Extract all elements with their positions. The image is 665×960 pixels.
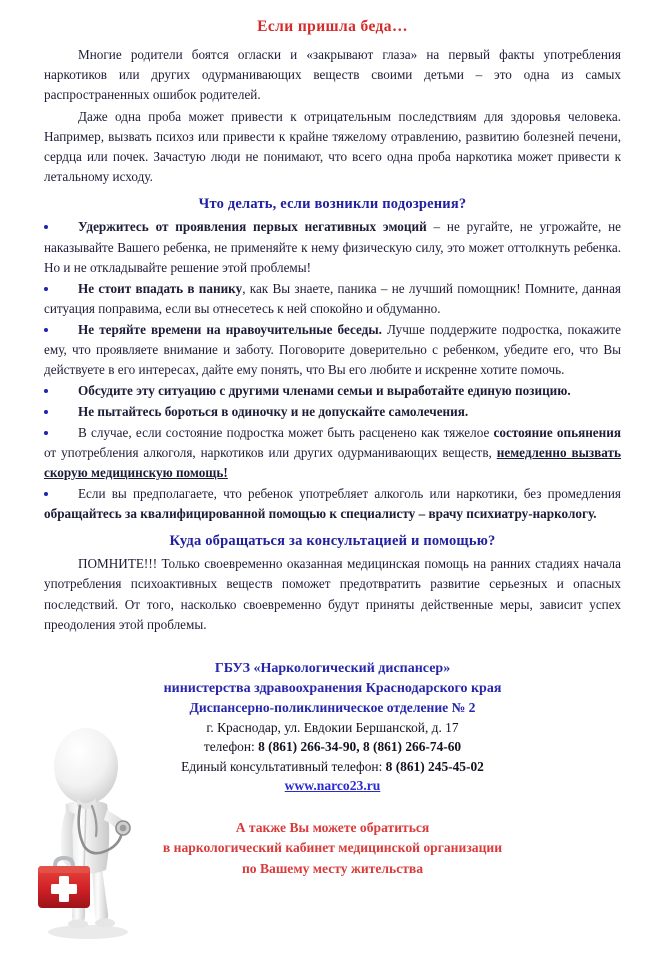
list-item: [44, 279, 621, 319]
bullet-icon: [44, 328, 48, 332]
section-heading-suspicions: Что делать, если возникли подозрения?: [198, 196, 467, 213]
intro-paragraph-2: Даже одна проба может привести к отрицательным последствиям для здоровья человека. Например, вызвать психоз или привести к крайне тяжелому отравлению, развитию болезней печени, сердца или почек. Зачастую люди не понимают, что всего одна проба наркотика может привести к летальному исходу.: [44, 109, 621, 185]
hotline-number: 8 (861) 245-45-02: [385, 758, 484, 774]
footer-contacts: [44, 659, 621, 794]
bullet-icon: [44, 287, 48, 291]
tip-lead: Обсудите эту ситуацию с другими членами семьи и выработайте единую позицию.: [78, 382, 571, 398]
tip-lead: обращайтесь за квалифицированной помощью к специалисту – врачу психиатру-наркологу.: [44, 506, 597, 522]
org-ministry: нинистерства здравоохранения Краснодарского края: [163, 680, 502, 696]
org-hotline-row: [44, 757, 621, 776]
list-item: [44, 423, 621, 483]
bullet-icon: [44, 225, 48, 229]
section-heading-where-to-apply: Куда обращаться за консультацией и помощью?: [169, 533, 496, 550]
list-item: [44, 484, 621, 524]
tip-lead: состояние опьянения: [493, 425, 621, 441]
where-paragraph: ПОМНИТЕ!!! Только своевременно оказанная медицинская помощь на ранних стадиях начала употребления психоактивных веществ поможет предотвратить развитие серьезных и опасных последствий. От того, насколько своевременно будут приняты действенные меры, зависит успех преодоления этой проблемы.: [44, 556, 621, 632]
org-name: ГБУЗ «Наркологический диспансер»: [214, 660, 451, 676]
tip-emergency-call: немедленно вызвать скорую медицинскую помощь!: [44, 445, 622, 481]
intro-paragraph-1: Многие родители боятся огласки и «закрывают глаза» на первый факты употребления наркотиков или других одурманивающих веществ своими детьми – это одна из самых распространенных ошибок родителей.: [44, 47, 621, 103]
org-address: г. Краснодар, ул. Евдокии Бершанской, д. 17: [206, 719, 459, 735]
bullet-icon: [44, 389, 48, 393]
org-phone-row: [44, 737, 621, 756]
closing-line-3: по Вашему месту жительства: [241, 860, 424, 876]
tip-rest: – не ругайте, не угрожайте, не наказывайте Вашего ребенка, не применяйте к нему физическую силу, это может оттолкнуть ребенка. Но и не откладывайте решение этой проблемы!: [44, 219, 621, 275]
website-link[interactable]: www.narco23.ru: [284, 777, 381, 793]
tip-lead: Не пытайтесь бороться в одиночку и не допускайте самолечения.: [78, 404, 469, 419]
website-row: [44, 778, 621, 794]
closing-line-1: А также Вы можете обратиться: [235, 819, 430, 835]
tip-lead: Удержитесь от проявления первых негативных эмоций: [78, 219, 427, 235]
phone-label: телефон:: [203, 739, 255, 755]
tip-rest: Лучше поддержите подростка, покажите ему, что проявляете внимание и заботу. Поговорите доверительно с ребенком, убедите его, что Вы действуете в его интересах, дайте ему понять, что Вы его любите и искренне хотите помочь.: [44, 321, 621, 377]
tip-pre: Если вы предполагаете, что ребенок употребляет алкоголь или наркотики, без промедления: [78, 486, 621, 502]
tips-list: [44, 217, 621, 524]
closing-note: [44, 818, 621, 879]
tip-mid: от употребления алкоголя, наркотиков или других одурманивающих веществ,: [44, 445, 497, 461]
tip-rest: , как Вы знаете, паника – не лучший помощник! Помните, данная ситуация поправима, если вы отнесетесь к ней спокойно и обдуманно.: [44, 280, 621, 316]
org-department: Диспансерно-поликлиническое отделение № 2: [189, 700, 476, 716]
closing-line-2: в наркологический кабинет медицинской организации: [162, 840, 503, 856]
tip-pre: В случае, если состояние подростка может быть расценено как тяжелое: [78, 425, 494, 441]
list-item: [44, 381, 621, 401]
phone-numbers: 8 (861) 266-34-90, 8 (861) 266-74-60: [258, 739, 462, 755]
list-item: [44, 217, 621, 277]
list-item: [44, 320, 621, 380]
tip-lead: Не стоит впадать в панику: [78, 280, 243, 296]
page-title: Если пришла беда…: [257, 18, 408, 35]
bullet-icon: [44, 492, 48, 496]
bullet-icon: [44, 410, 48, 414]
list-item: [44, 402, 621, 422]
hotline-label: Единый консультативный телефон:: [181, 758, 383, 774]
tip-lead: Не теряйте времени на нравоучительные беседы.: [78, 321, 382, 337]
bullet-icon: [44, 431, 48, 435]
